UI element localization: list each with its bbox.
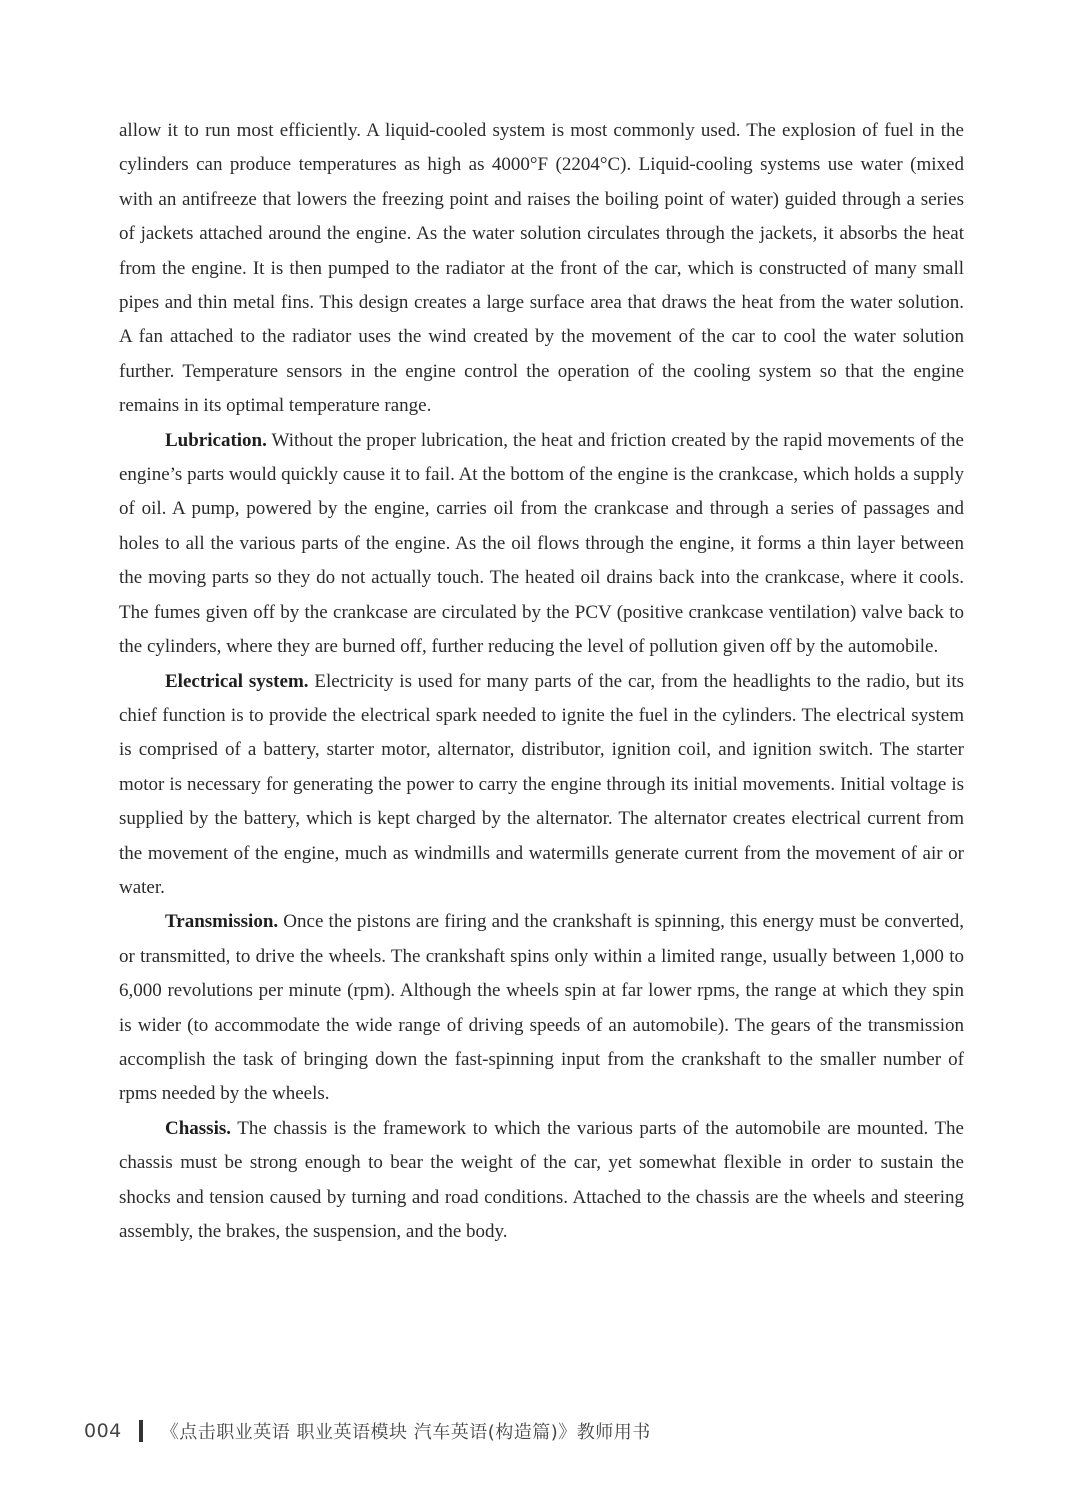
paragraph-text: The chassis is the framework to which the various parts of the automobile are mounted. The chassis must be strong enough to bear the weight of the car, yet somewhat flexible in order to sustain the shocks and tension caused by turning and road conditions. Attached to the chassis are the wheels and steering assembly, the brakes, the suspension, and the body. — [119, 1117, 964, 1242]
paragraph-chassis — [119, 1112, 964, 1250]
term-heading: Transmission. — [165, 911, 279, 933]
paragraph-text: allow it to run most efficiently. A liquid-cooled system is most commonly used. The explosion of fuel in the cylinders can produce temperatures as high as 4000°F (2204°C). Liquid-cooling systems use water (mixed with an antifreeze that lowers the freezing point and raises the boiling point of water) guided through a series of jackets attached around the engine. As the water solution circulates through the jackets, it absorbs the heat from the engine. It is then pumped to the radiator at the front of the car, which is constructed of many small pipes and thin metal fins. This design creates a large surface area that draws the heat from the water solution. A fan attached to the radiator uses the wind created by the movement of the car to cool the water solution further. Temperature sensors in the engine control the operation of the cooling system so that the engine remains in its optimal temperature range. — [119, 120, 964, 417]
paragraph-lubrication — [119, 424, 964, 665]
page-number: 004 — [84, 1420, 122, 1442]
paragraph-cooling-continued — [119, 114, 964, 424]
paragraph-text: Once the pistons are firing and the crankshaft is spinning, this energy must be converted, or transmitted, to drive the wheels. The crankshaft spins only within a limited range, usually between 1,000 to 6,000 revolutions per minute (rpm). Although the wheels spin at far lower rpms, the range at which they spin is wider (to accommodate the wide range of driving speeds of an automobile). The gears of the transmission accomplish the task of bringing down the fast-spinning input from the crankshaft to the smaller number of rpms needed by the wheels. — [119, 911, 964, 1105]
body-text — [119, 114, 964, 1249]
book-title: 《点击职业英语 职业英语模块 汽车英语(构造篇)》教师用书 — [160, 1422, 651, 1443]
paragraph-transmission — [119, 905, 964, 1111]
term-heading: Electrical system. — [165, 670, 309, 692]
footer-divider — [139, 1420, 143, 1442]
page-footer — [84, 1414, 651, 1448]
paragraph-text: Without the proper lubrication, the heat and friction created by the rapid movements of the engine’s parts would quickly cause it to fail. At the bottom of the engine is the crankcase, which holds a supply of oil. A pump, powered by the engine, carries oil from the crankcase and through a series of passages and holes to all the various parts of the engine. As the oil flows through the engine, it forms a thin layer between the moving parts so they do not actually touch. The heated oil drains back into the crankcase, where it cools. The fumes given off by the crankcase are circulated by the PCV (positive crankcase ventilation) valve back to the cylinders, where they are burned off, further reducing the level of pollution given off by the automobile. — [119, 429, 964, 658]
term-heading: Lubrication. — [165, 429, 267, 451]
paragraph-electrical-system — [119, 665, 964, 906]
term-heading: Chassis. — [165, 1117, 231, 1139]
paragraph-text: Electricity is used for many parts of the car, from the headlights to the radio, but its chief function is to provide the electrical spark needed to ignite the fuel in the cylinders. The electrical system is comprised of a battery, starter motor, alternator, distributor, ignition coil, and ignition switch. The starter motor is necessary for generating the power to carry the engine through its initial movements. Initial voltage is supplied by the battery, which is kept charged by the alternator. The alternator creates electrical current from the movement of the engine, much as windmills and watermills generate current from the movement of air or water. — [119, 670, 964, 898]
